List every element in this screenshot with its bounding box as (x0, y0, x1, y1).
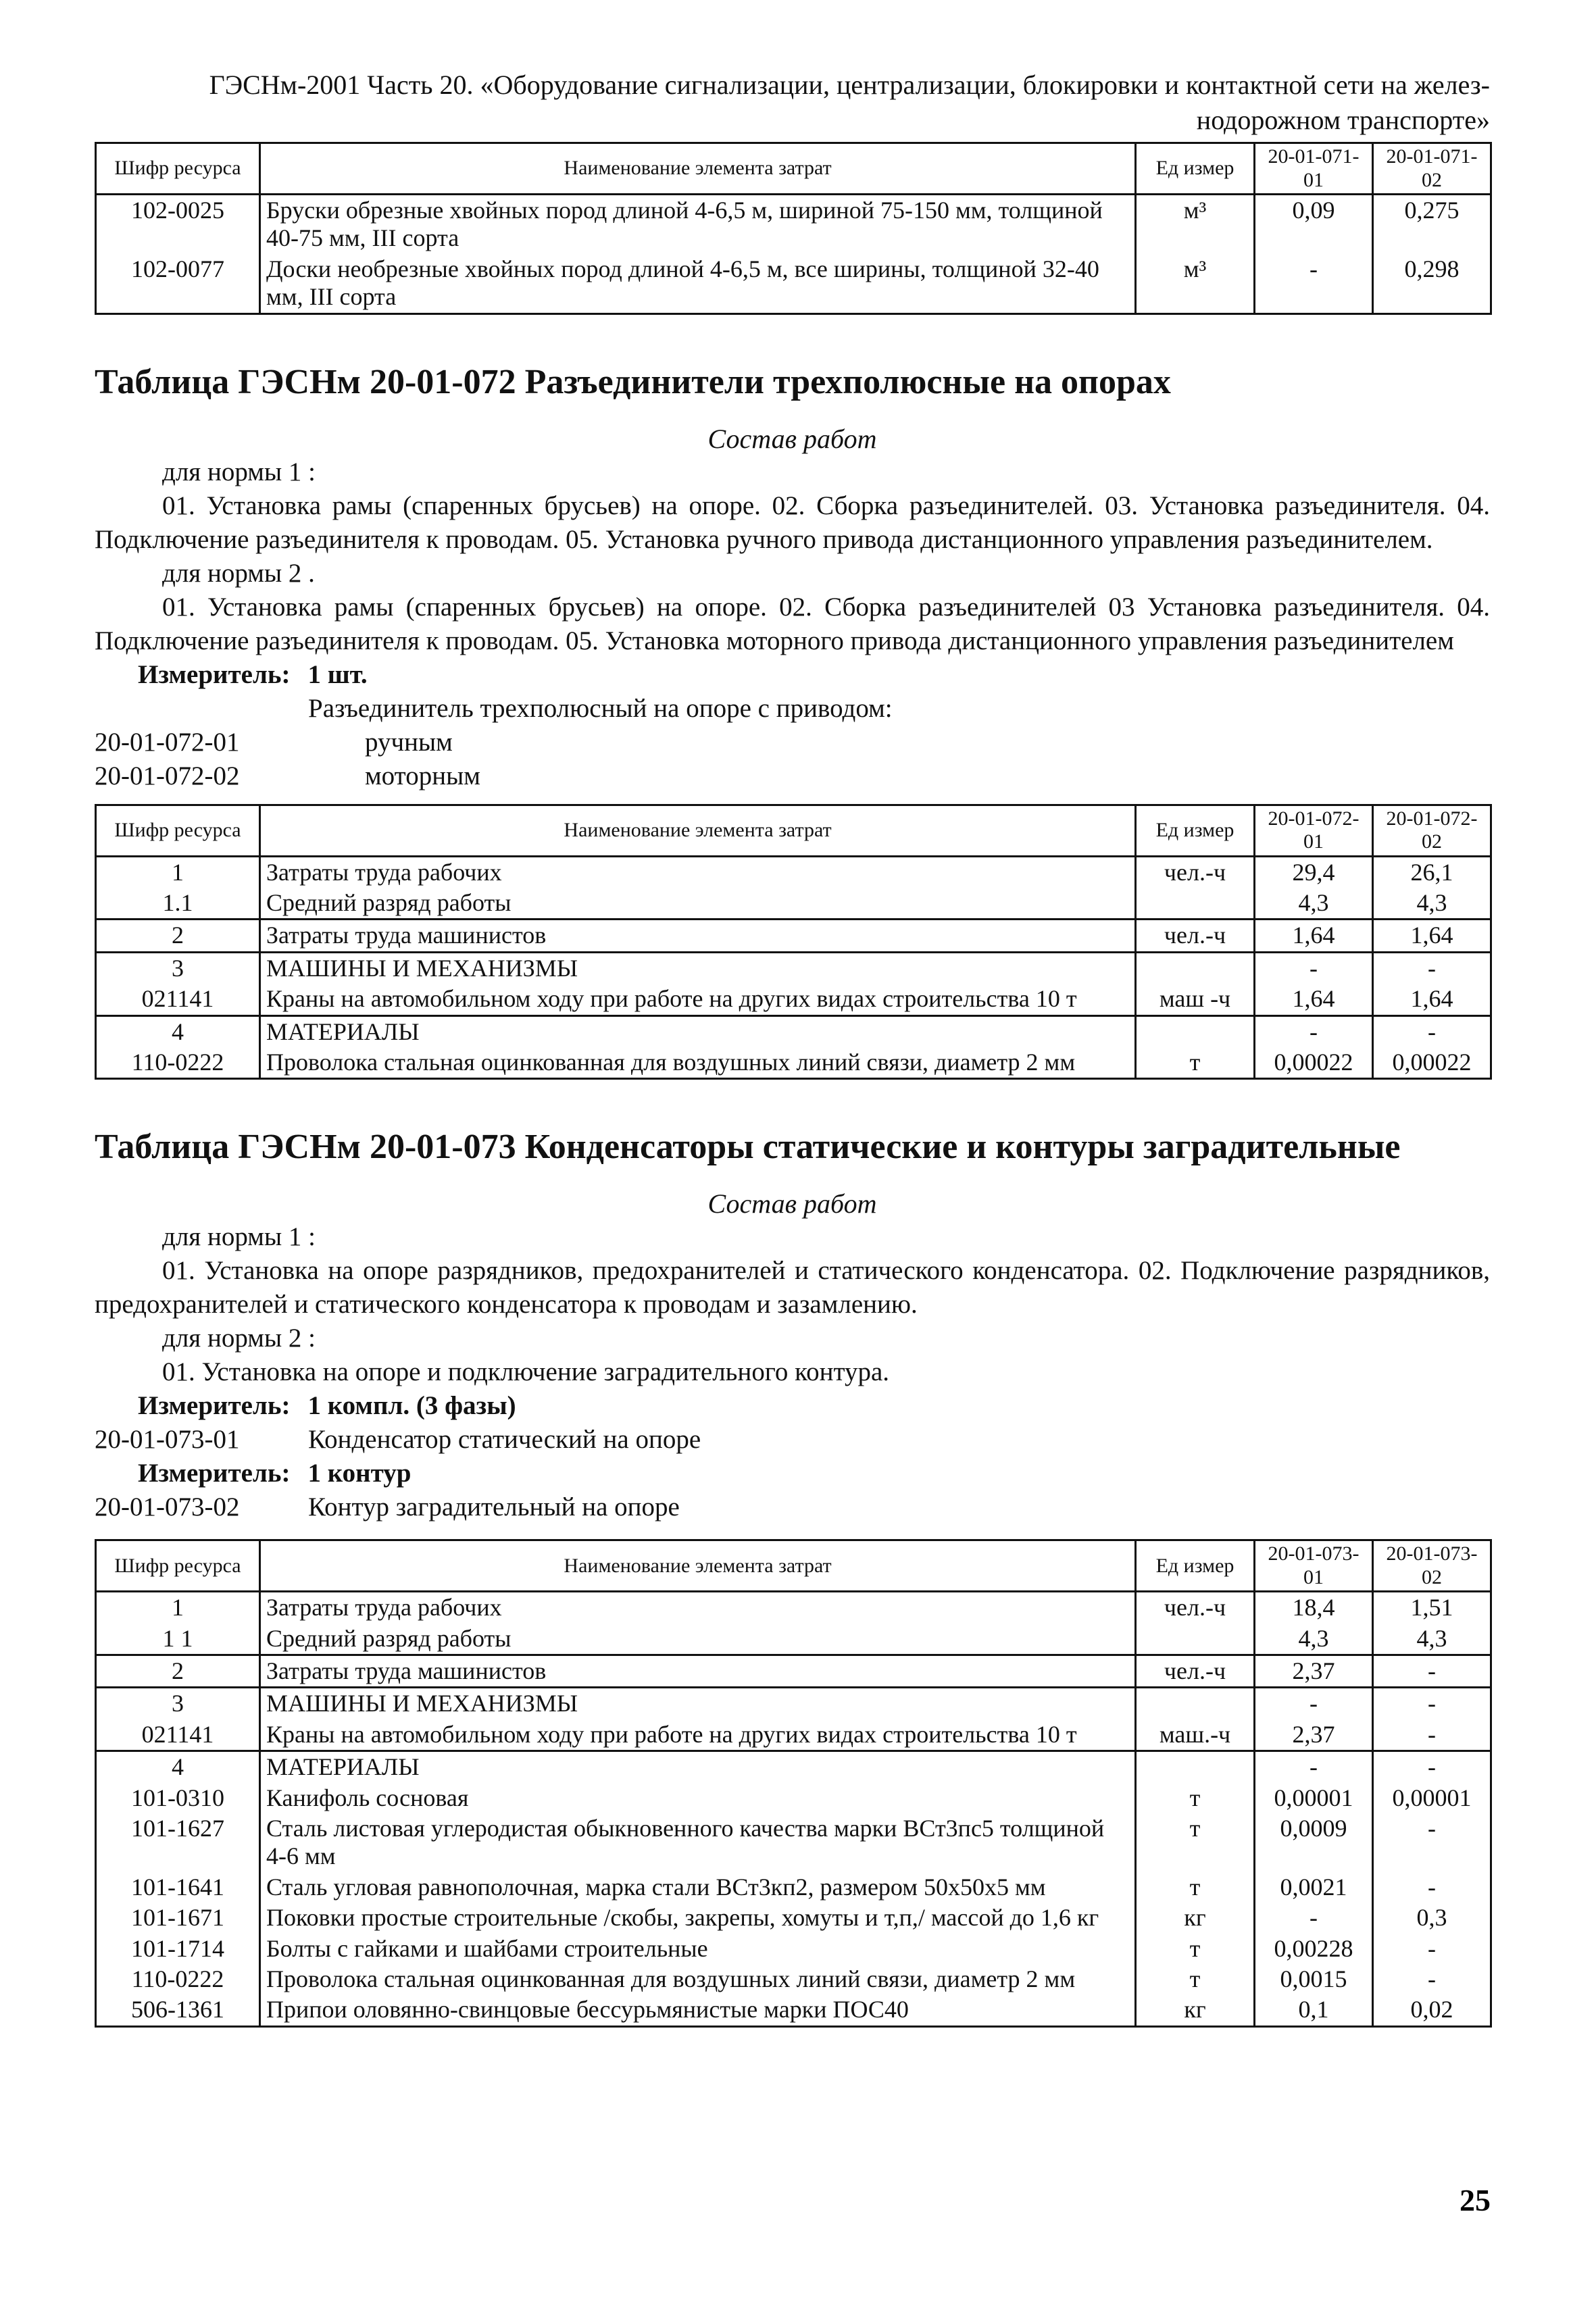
cell-name: Краны на автомобильном ходу при работе на других видах строительства 10 т (260, 984, 1136, 1015)
table-row (96, 1015, 1491, 1047)
cell-unit: т (1136, 1964, 1255, 1994)
norm2-label: для нормы 2 . (162, 558, 315, 588)
norm-code: 20-01-072-01 (95, 727, 240, 757)
table-row (96, 952, 1491, 984)
table-row (96, 1719, 1491, 1751)
cell-norm-b: - (1373, 1872, 1491, 1903)
table-row (96, 1903, 1491, 1933)
norm-code-row (95, 759, 1490, 793)
cell-norm-b: - (1373, 1751, 1491, 1783)
col-header-unit: Ед измер (1136, 1540, 1255, 1592)
cell-norm-b: 0,00001 (1373, 1783, 1491, 1813)
cell-code: 101-1641 (96, 1872, 260, 1903)
table-body (96, 1592, 1491, 2026)
cell-name: МАТЕРИАЛЫ (260, 1015, 1136, 1047)
cell-norm-a: - (1255, 254, 1373, 313)
cell-norm-a: 29,4 (1255, 856, 1373, 888)
cell-norm-a: 1,64 (1255, 920, 1373, 952)
cell-norm-b: - (1373, 1719, 1491, 1751)
cell-code: 1 (96, 856, 260, 888)
cell-name: Припои оловянно-свинцовые бессурьмянистые марки ПОС40 (260, 1994, 1136, 2026)
table-row (96, 1047, 1491, 1079)
cell-norm-b: - (1373, 1934, 1491, 1964)
norm1-text: 01. Установка рамы (спаренных брусьев) на опоре. 02. Сборка разъединителей. 03. Установка разъединителя. 04. Подключение разъединителя к проводам. 05. Установка ручного привода дистанционного управления разъединителем. (95, 491, 1490, 554)
cell-unit: т (1136, 1872, 1255, 1903)
cell-unit: маш -ч (1136, 984, 1255, 1015)
measure-value: 1 компл. (3 фазы) (307, 1391, 516, 1421)
running-header-line2: нодорожном транспорте» (1196, 105, 1490, 135)
cell-norm-b: - (1373, 1964, 1491, 1994)
cell-unit: чел.-ч (1136, 920, 1255, 952)
cell-code: 1.1 (96, 888, 260, 920)
cell-norm-a: 0,09 (1255, 195, 1373, 254)
table-row (96, 1813, 1491, 1872)
cell-unit: т (1136, 1813, 1255, 1872)
cell-code: 4 (96, 1015, 260, 1047)
col-header-unit: Ед измер (1136, 143, 1255, 195)
table-row (96, 1655, 1491, 1688)
table-row (96, 1964, 1491, 1994)
col-header-name: Наименование элемента затрат (260, 805, 1136, 856)
cell-unit: т (1136, 1783, 1255, 1813)
cell-name: Болты с гайками и шайбами строительные (260, 1934, 1136, 1964)
cell-norm-b: 4,3 (1373, 1624, 1491, 1655)
cell-norm-b: 0,275 (1373, 195, 1491, 254)
table-row (96, 920, 1491, 952)
cell-norm-b: 0,00022 (1373, 1047, 1491, 1079)
cell-code: 3 (96, 952, 260, 984)
table-row (96, 254, 1491, 313)
cell-code: 110-0222 (96, 1047, 260, 1079)
cell-norm-a: 0,00228 (1255, 1934, 1373, 1964)
col-header-norm-b: 20-01-072-02 (1373, 805, 1491, 856)
cell-name: Краны на автомобильном ходу при работе на других видах строительства 10 т (260, 1719, 1136, 1751)
work-composition-caption: Состав работ (707, 423, 877, 454)
norm-code-row (95, 726, 1490, 759)
work-composition-caption: Состав работ (707, 1188, 877, 1219)
cell-code: 021141 (96, 984, 260, 1015)
cell-name: Затраты труда рабочих (260, 1592, 1136, 1624)
running-header-line1: ГЭСНм-2001 Часть 20. «Оборудование сигнализации, централизации, блокировки и контактной сети на желез- (209, 70, 1490, 100)
cell-norm-b: - (1373, 1655, 1491, 1688)
col-header-name: Наименование элемента затрат (260, 143, 1136, 195)
resource-table-072 (95, 804, 1492, 1080)
cell-unit: м³ (1136, 195, 1255, 254)
cell-code: 101-1627 (96, 1813, 260, 1872)
cell-name: Канифоль сосновая (260, 1783, 1136, 1813)
table-row (96, 1783, 1491, 1813)
norm1-text: 01. Установка на опоре разрядников, предохранителей и статического конденсатора. 02. Подключение разрядников, предохранителей и статического конденсатора к проводам и зазамлению. (95, 1256, 1490, 1319)
norm1-label: для нормы 1 : (162, 457, 316, 486)
table-row (96, 1934, 1491, 1964)
cell-norm-b: - (1373, 1015, 1491, 1047)
cell-norm-b: 1,51 (1373, 1592, 1491, 1624)
cell-unit: т (1136, 1934, 1255, 1964)
cell-unit (1136, 1015, 1255, 1047)
cell-name: Сталь листовая углеродистая обыкновенного качества марки ВСт3пс5 толщиной 4-6 мм (260, 1813, 1136, 1872)
norm-code: 20-01-073-02 (95, 1492, 240, 1522)
document-page (95, 68, 1490, 2028)
norm-name: моторным (365, 761, 480, 790)
table-row (96, 984, 1491, 1015)
cell-norm-b: - (1373, 1813, 1491, 1872)
norm-name: Контур заградительный на опоре (308, 1492, 680, 1522)
table-row (96, 856, 1491, 888)
col-header-norm-b: 20-01-073-02 (1373, 1540, 1491, 1592)
table-row (96, 1592, 1491, 1624)
measure-line (95, 658, 1490, 692)
cell-unit (1136, 1688, 1255, 1719)
cell-norm-b: 1,64 (1373, 920, 1491, 952)
cell-name: Средний разряд работы (260, 888, 1136, 920)
cell-name: МАТЕРИАЛЫ (260, 1751, 1136, 1783)
cell-norm-a: 0,0021 (1255, 1872, 1373, 1903)
cell-unit: чел.-ч (1136, 1655, 1255, 1688)
page-number: 25 (1460, 2183, 1491, 2217)
cell-norm-a: 0,00022 (1255, 1047, 1373, 1079)
cell-norm-b: 0,02 (1373, 1994, 1491, 2026)
cell-norm-a: 4,3 (1255, 888, 1373, 920)
group-title: Разъединитель трехполюсный на опоре с приводом: (308, 693, 893, 723)
col-header-norm-a: 20-01-071-01 (1255, 143, 1373, 195)
cell-norm-b: 0,3 (1373, 1903, 1491, 1933)
cell-norm-a: 4,3 (1255, 1624, 1373, 1655)
measure-label: Измеритель: (138, 1391, 291, 1421)
running-header (95, 68, 1490, 138)
cell-unit: м³ (1136, 254, 1255, 313)
cell-norm-a: 2,37 (1255, 1655, 1373, 1688)
cell-unit: чел.-ч (1136, 856, 1255, 888)
cell-code: 101-1714 (96, 1934, 260, 1964)
cell-code: 101-0310 (96, 1783, 260, 1813)
cell-code: 101-1671 (96, 1903, 260, 1933)
cell-unit (1136, 1624, 1255, 1655)
table-header-row (96, 805, 1491, 856)
cell-norm-b: 1,64 (1373, 984, 1491, 1015)
cell-norm-a: - (1255, 952, 1373, 984)
cell-code: 110-0222 (96, 1964, 260, 1994)
norm2-label: для нормы 2 : (162, 1324, 316, 1353)
norm1-label: для нормы 1 : (162, 1222, 316, 1252)
cell-norm-b: - (1373, 1688, 1491, 1719)
norm-code: 20-01-072-02 (95, 761, 240, 790)
cell-norm-b: 26,1 (1373, 856, 1491, 888)
measure-label: Измеритель: (138, 659, 291, 689)
measure-value: 1 контур (307, 1459, 412, 1488)
table-row (96, 1624, 1491, 1655)
cell-norm-a: 0,1 (1255, 1994, 1373, 2026)
section-title-073: Таблица ГЭСНм 20-01-073 Конденсаторы статические и контуры заградительные (95, 1128, 1401, 1167)
cell-code: 506-1361 (96, 1994, 260, 2026)
table-header-row (96, 1540, 1491, 1592)
norm-code-row (95, 1423, 1490, 1457)
measure-line (95, 1457, 1490, 1490)
cell-code: 102-0077 (96, 254, 260, 313)
cell-code: 3 (96, 1688, 260, 1719)
cell-norm-b: - (1373, 952, 1491, 984)
cell-norm-a: - (1255, 1015, 1373, 1047)
cell-norm-a: 1,64 (1255, 984, 1373, 1015)
cell-name: Затраты труда машинистов (260, 1655, 1136, 1688)
cell-name: МАШИНЫ И МЕХАНИЗМЫ (260, 1688, 1136, 1719)
measure-line (95, 1389, 1490, 1423)
cell-unit (1136, 888, 1255, 920)
cell-name: Поковки простые строительные /скобы, закрепы, хомуты и т,п,/ массой до 1,6 кг (260, 1903, 1136, 1933)
cell-norm-a: 2,37 (1255, 1719, 1373, 1751)
measure-label: Измеритель: (138, 1459, 291, 1488)
cell-unit (1136, 952, 1255, 984)
cell-norm-a: 0,0015 (1255, 1964, 1373, 1994)
table-row (96, 1688, 1491, 1719)
col-header-name: Наименование элемента затрат (260, 1540, 1136, 1592)
section-title-072: Таблица ГЭСНм 20-01-072 Разъединители трехполюсные на опорах (95, 362, 1171, 401)
table-row (96, 888, 1491, 920)
table-row (96, 1751, 1491, 1783)
table-body (96, 856, 1491, 1079)
cell-norm-a: 0,0009 (1255, 1813, 1373, 1872)
cell-unit: кг (1136, 1903, 1255, 1933)
norm-name: Конденсатор статический на опоре (308, 1425, 701, 1455)
col-header-code: Шифр ресурса (96, 143, 260, 195)
cell-unit: чел.-ч (1136, 1592, 1255, 1624)
cell-name: Бруски обрезные хвойных пород длиной 4-6,5 м, шириной 75-150 мм, толщиной 40-75 мм, III сорта (260, 195, 1136, 254)
cell-unit: т (1136, 1047, 1255, 1079)
table-row (96, 1994, 1491, 2026)
table-body (96, 195, 1491, 314)
cell-code: 1 1 (96, 1624, 260, 1655)
cell-norm-a: 18,4 (1255, 1592, 1373, 1624)
table-header-row (96, 143, 1491, 195)
cell-norm-a: 0,00001 (1255, 1783, 1373, 1813)
cell-code: 4 (96, 1751, 260, 1783)
cell-name: Доски необрезные хвойных пород длиной 4-6,5 м, все ширины, толщиной 32-40 мм, III сорта (260, 254, 1136, 313)
cell-norm-b: 4,3 (1373, 888, 1491, 920)
cell-name: Затраты труда машинистов (260, 920, 1136, 952)
cell-name: МАШИНЫ И МЕХАНИЗМЫ (260, 952, 1136, 984)
resource-table-073 (95, 1539, 1492, 2027)
cell-unit (1136, 1751, 1255, 1783)
col-header-norm-b: 20-01-071-02 (1373, 143, 1491, 195)
cell-norm-a: - (1255, 1751, 1373, 1783)
cell-name: Проволока стальная оцинкованная для воздушных линий связи, диаметр 2 мм (260, 1964, 1136, 1994)
norm-code: 20-01-073-01 (95, 1425, 240, 1455)
cell-code: 021141 (96, 1719, 260, 1751)
col-header-code: Шифр ресурса (96, 1540, 260, 1592)
measure-value: 1 шт. (307, 659, 368, 689)
cell-code: 102-0025 (96, 195, 260, 254)
cell-name: Проволока стальная оцинкованная для воздушных линий связи, диаметр 2 мм (260, 1047, 1136, 1079)
cell-name: Сталь угловая равнополочная, марка стали ВСт3кп2, размером 50х50х5 мм (260, 1872, 1136, 1903)
cell-code: 2 (96, 920, 260, 952)
table-row (96, 195, 1491, 254)
cell-name: Средний разряд работы (260, 1624, 1136, 1655)
norm-name: ручным (365, 727, 453, 757)
cell-unit: кг (1136, 1994, 1255, 2026)
cell-code: 1 (96, 1592, 260, 1624)
cell-name: Затраты труда рабочих (260, 856, 1136, 888)
table-row (96, 1872, 1491, 1903)
cell-norm-b: 0,298 (1373, 254, 1491, 313)
cell-code: 2 (96, 1655, 260, 1688)
col-header-norm-a: 20-01-072-01 (1255, 805, 1373, 856)
norm2-text: 01. Установка на опоре и подключение заградительного контура. (162, 1357, 890, 1387)
col-header-norm-a: 20-01-073-01 (1255, 1540, 1373, 1592)
cell-norm-a: - (1255, 1688, 1373, 1719)
norm-code-row (95, 1490, 1490, 1524)
norm2-text: 01. Установка рамы (спаренных брусьев) на опоре. 02. Сборка разъединителей 03 Установка разъединителя. 04. Подключение разъединителя к проводам. 05. Установка моторного привода дистанционного управления разъединителем (95, 592, 1490, 655)
col-header-code: Шифр ресурса (96, 805, 260, 856)
col-header-unit: Ед измер (1136, 805, 1255, 856)
cell-unit: маш.-ч (1136, 1719, 1255, 1751)
resource-table-071 (95, 142, 1492, 315)
cell-norm-a: - (1255, 1903, 1373, 1933)
